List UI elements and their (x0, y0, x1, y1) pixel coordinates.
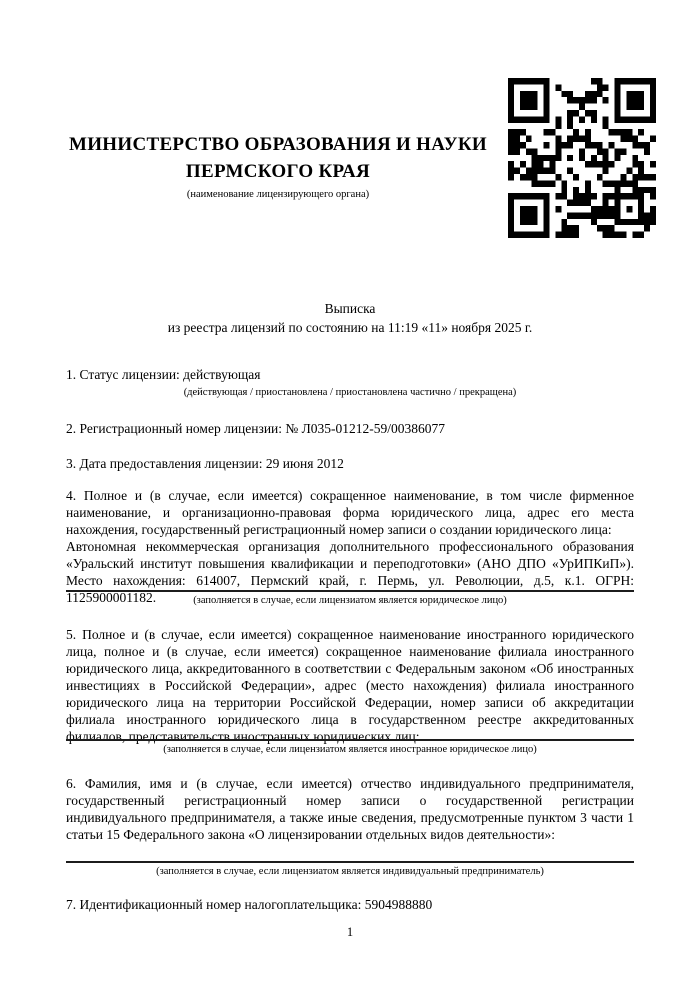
document-title-line2: из реестра лицензий по состоянию на 11:19 «11» ноября 2025 г. (167, 320, 533, 335)
ministry-name-line1: МИНИСТЕРСТВО ОБРАЗОВАНИЯ И НАУКИ (68, 134, 488, 155)
entrepreneur-heading: 6. Фамилия, имя и (в случае, если имеется) отчество индивидуального предпринимателя, государственный регистрационный номер записи о государственной регистрации индивидуального предпринимателя, а также иные сведения, предусмотренные пунктом 3 части 1 статьи 15 Федерального закона «О лицензировании отдельных видов деятельности»: (66, 776, 634, 842)
licensing-authority-caption: (наименование лицензирующего органа) (186, 189, 370, 200)
qr-code-icon (508, 78, 656, 238)
document-title (0, 299, 700, 337)
legal-entity-value: Автономная некоммерческая организация дополнительного профессионального образования «Уральский институт повышения квалификации и переподготовки» (АНО ДПО «УрИПКиП»). Место нахождения: 614007, Пермский край, г. Пермь, ул. Революции, д.5, к.1. ОГРН: 1125900001182. (66, 539, 634, 605)
legal-entity-caption: (заполняется в случае, если лицензиатом является юридическое лицо) (193, 595, 507, 606)
legal-entity-section (66, 487, 634, 606)
registration-number-line: 2. Регистрационный номер лицензии: № Л035-01212-59/00386077 (66, 421, 446, 436)
foreign-entity-heading: 5. Полное и (в случае, если имеется) сокращенное наименование иностранного юридического лица, полное и (в случае, если имеется) сокращенное наименование филиала иностранного юридического лица, аккредитованного в соответствии с Федеральным законом «Об иностранных инвестициях в Российской Федерации», адрес (место нахождения) филиала иностранного юридического лица на территории Российской Федерации, номер записи об аккредитации филиала иностранного юридического лица в государственном реестре аккредитованных филиалов, представительств иностранных юридических лиц: (66, 627, 634, 744)
taxpayer-id-line: 7. Идентификационный номер налогоплательщика: 5904988880 (66, 897, 433, 912)
foreign-entity-caption: (заполняется в случае, если лицензиатом является иностранное юридическое лицо) (163, 744, 537, 755)
licensing-authority-block (66, 131, 490, 201)
separator-rule (66, 861, 634, 863)
grant-date-line: 3. Дата предоставления лицензии: 29 июня 2012 (66, 456, 344, 471)
legal-entity-heading: 4. Полное и (в случае, если имеется) сокращенное наименование, в том числе фирменное наименование, и организационно-правовая форма юридического лица, адрес его места нахождения, государственный регистрационный номер записи о создании юридического лица: (66, 488, 634, 537)
page-number: 1 (346, 925, 354, 939)
license-status-caption: (действующая / приостановлена / приостановлена частично / прекращена) (183, 387, 517, 398)
foreign-entity-section (66, 626, 634, 745)
separator-rule (66, 739, 634, 741)
entrepreneur-caption: (заполняется в случае, если лицензиатом является индивидуальный предприниматель) (156, 866, 544, 877)
license-status-line: 1. Статус лицензии: действующая (66, 367, 261, 382)
document-title-line1: Выписка (324, 301, 376, 316)
ministry-name-line2: ПЕРМСКОГО КРАЯ (185, 161, 371, 182)
entrepreneur-section (66, 775, 634, 843)
separator-rule (66, 590, 634, 592)
